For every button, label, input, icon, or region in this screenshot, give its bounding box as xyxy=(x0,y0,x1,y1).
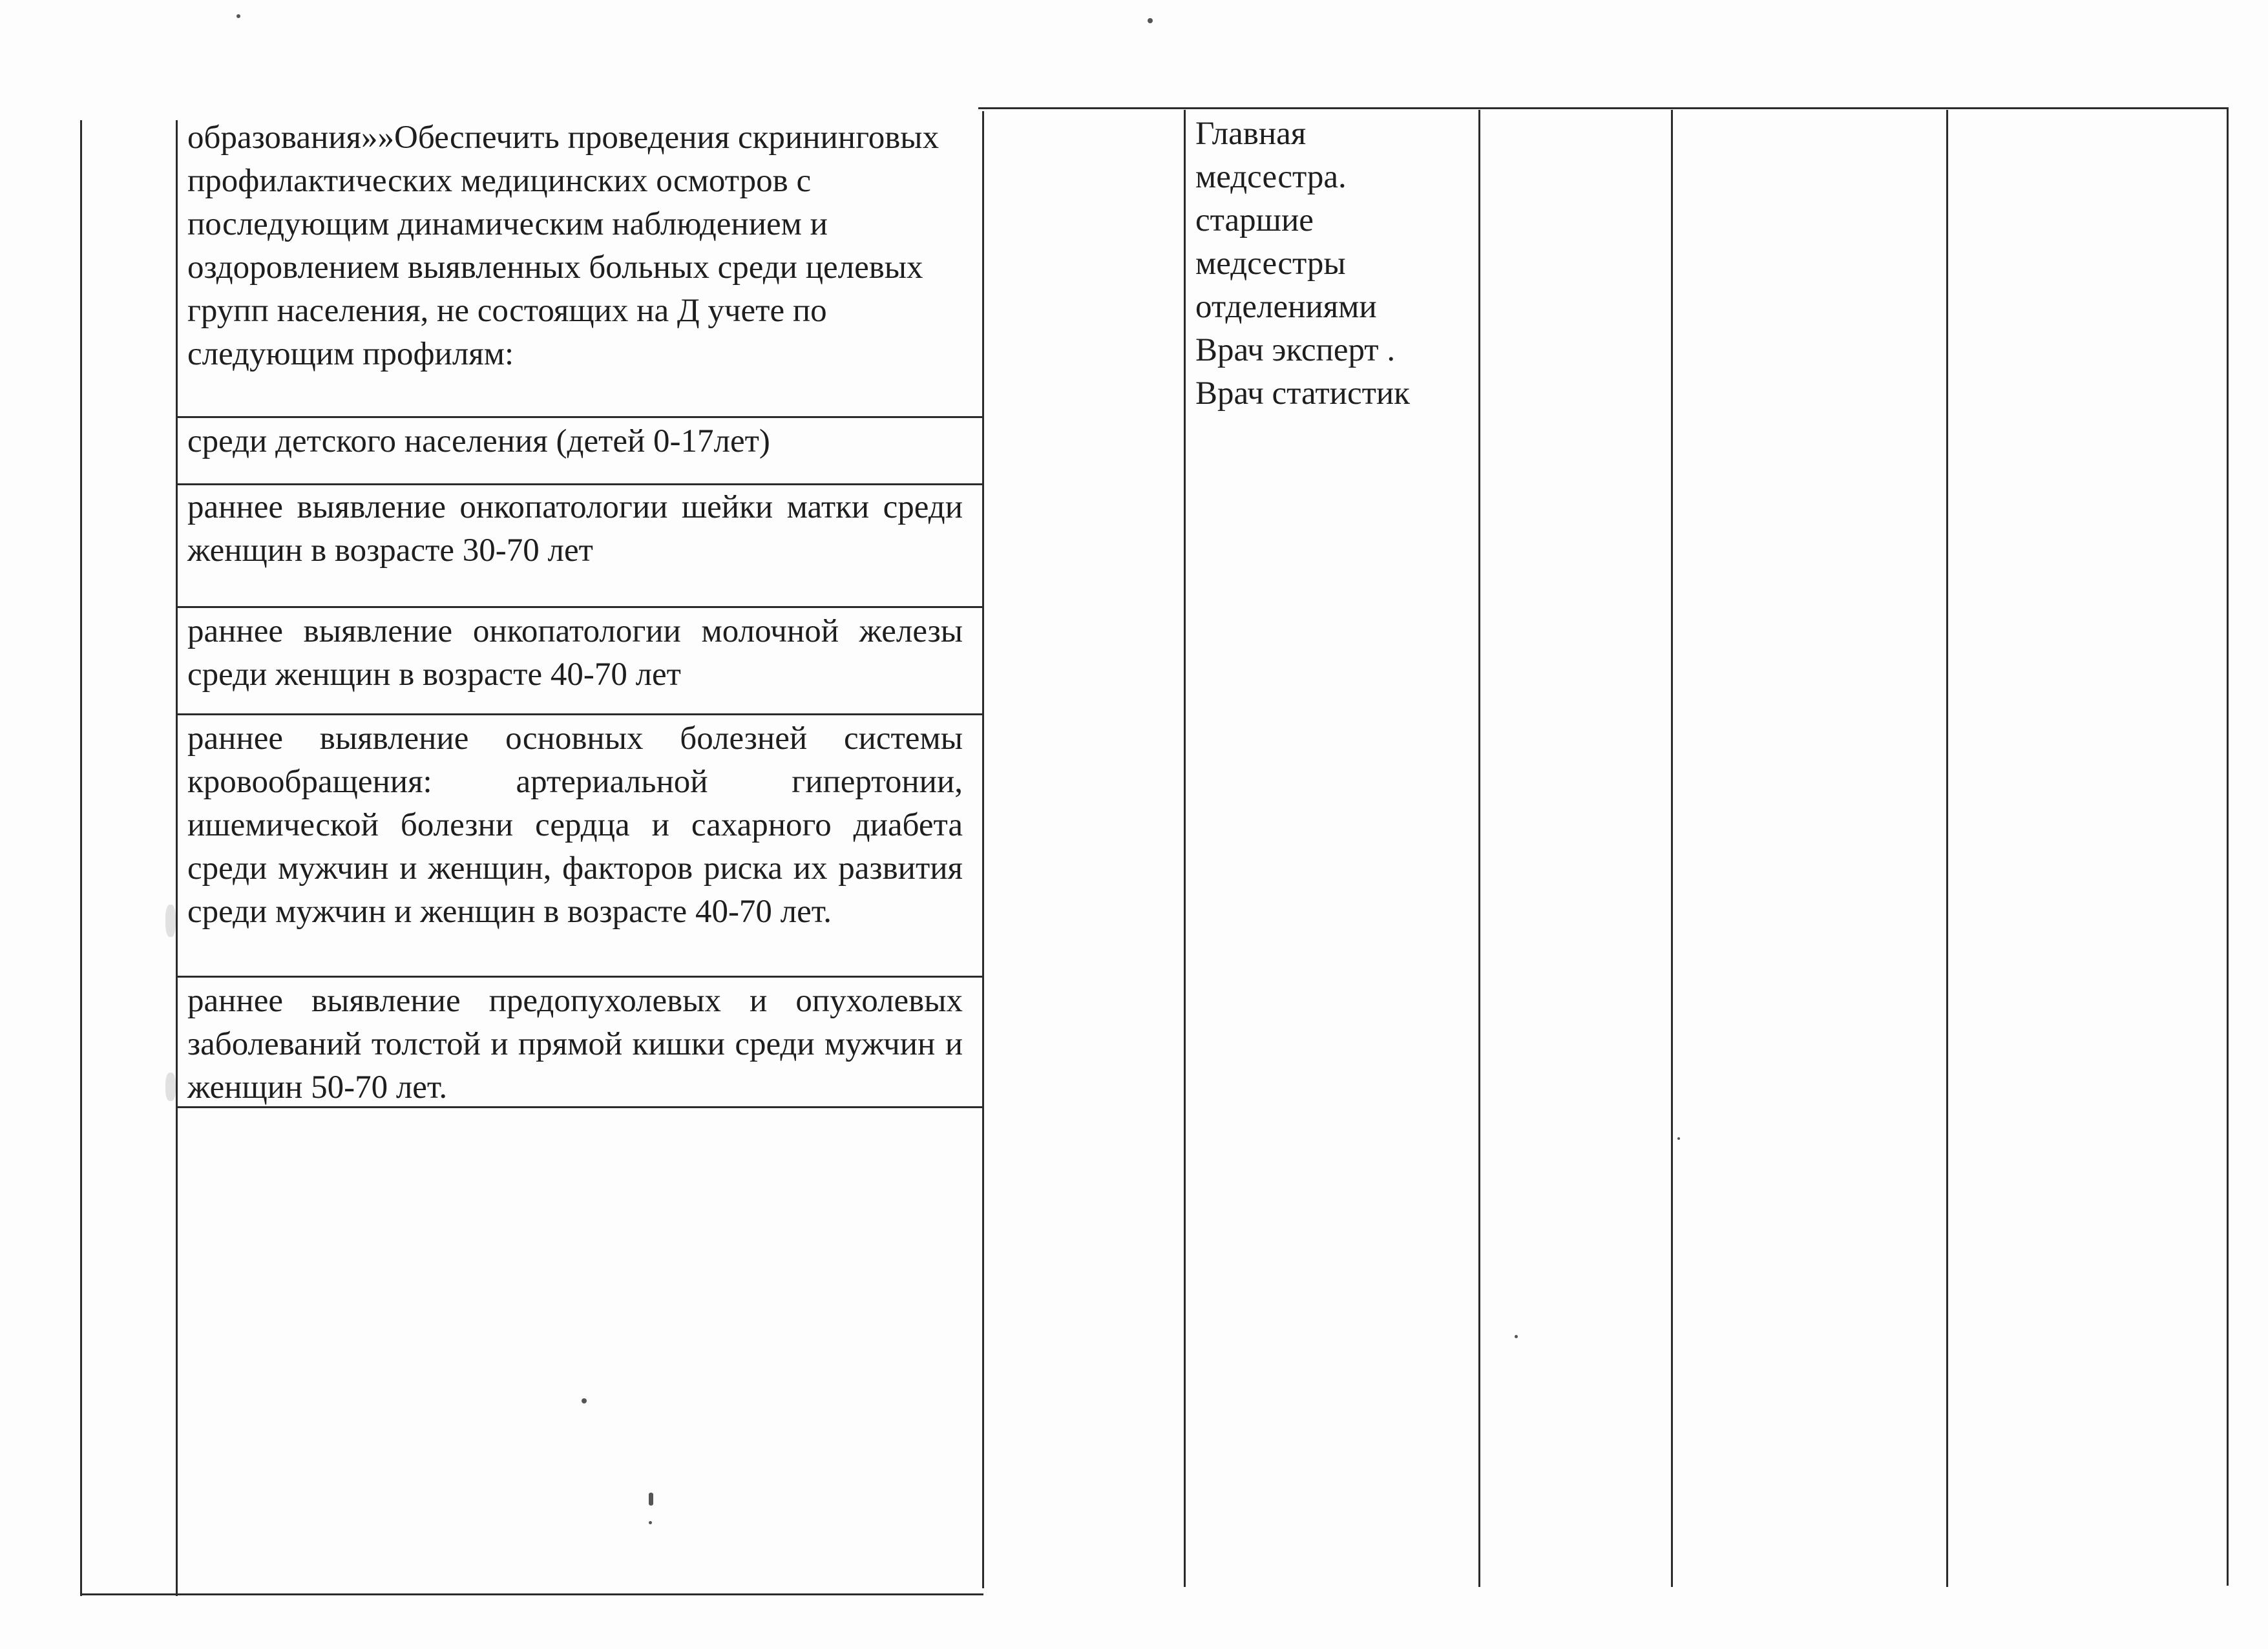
scan-smudge xyxy=(165,905,176,937)
col2-right-border xyxy=(982,111,984,1588)
responsible-line-1: Главная xyxy=(1195,116,1307,152)
right-table-top-border xyxy=(978,107,2228,109)
col4-col5-divider xyxy=(1478,110,1480,1587)
row-text-breast: раннее выявление онкопатологии молочной железы среди женщин в возрасте 40-70 лет xyxy=(187,613,963,693)
row-separator-4 xyxy=(176,713,983,715)
row-separator-2 xyxy=(176,483,983,485)
scan-speck xyxy=(1677,1137,1680,1140)
responsible-line-4: медсестры xyxy=(1195,246,1346,282)
scan-speck xyxy=(649,1493,653,1506)
row-text-children: среди детского населения (детей 0-17лет) xyxy=(187,423,770,459)
responsible-line-5: отделениями xyxy=(1195,289,1377,325)
scan-speck xyxy=(1148,18,1153,23)
col5-col6-divider xyxy=(1671,110,1673,1587)
responsible-line-7: Врач статистик xyxy=(1195,375,1410,412)
scan-speck xyxy=(1515,1335,1518,1338)
table-bottom-border xyxy=(80,1593,983,1595)
scan-speck xyxy=(236,14,240,18)
col3-col4-divider xyxy=(1184,110,1186,1587)
scan-smudge xyxy=(165,1073,176,1101)
responsible-line-3: старшие xyxy=(1195,202,1314,238)
intro-paragraph: образования»»Обеспечить проведения скрининговых профилактических медицинских осмотров с последующим динамическим наблюдением и оздоровлением выявленных больных среди целевых групп населения, не состоящих на Д учете по следующим профилям: xyxy=(187,120,940,372)
row-separator-5 xyxy=(176,976,983,978)
col1-col2-divider xyxy=(176,120,178,1596)
responsible-line-2: медсестра. xyxy=(1195,159,1347,195)
row-separator-1 xyxy=(176,416,983,418)
row-text-colorectal: раннее выявление предопухолевых и опухолевых заболеваний толстой и прямой кишки среди мужчин и женщин 50-70 лет. xyxy=(187,983,963,1106)
scan-speck xyxy=(649,1521,652,1524)
row-text-cervical: раннее выявление онкопатологии шейки матки среди женщин в возрасте 30-70 лет xyxy=(187,489,963,569)
right-table-right-border xyxy=(2227,107,2229,1586)
table-left-border xyxy=(80,120,82,1596)
responsible-line-6: Врач эксперт . xyxy=(1195,332,1396,368)
row-separator-3 xyxy=(176,606,983,608)
row-text-cardiovascular: раннее выявление основных болезней системы кровообращения: артериальной гипертонии, ишемической болезни сердца и сахарного диабета среди мужчин и женщин, факторов риска их развития среди мужчин и женщин в возрасте 40-70 лет. xyxy=(187,720,963,930)
col6-col7-divider xyxy=(1946,110,1948,1587)
scan-speck xyxy=(582,1398,587,1403)
